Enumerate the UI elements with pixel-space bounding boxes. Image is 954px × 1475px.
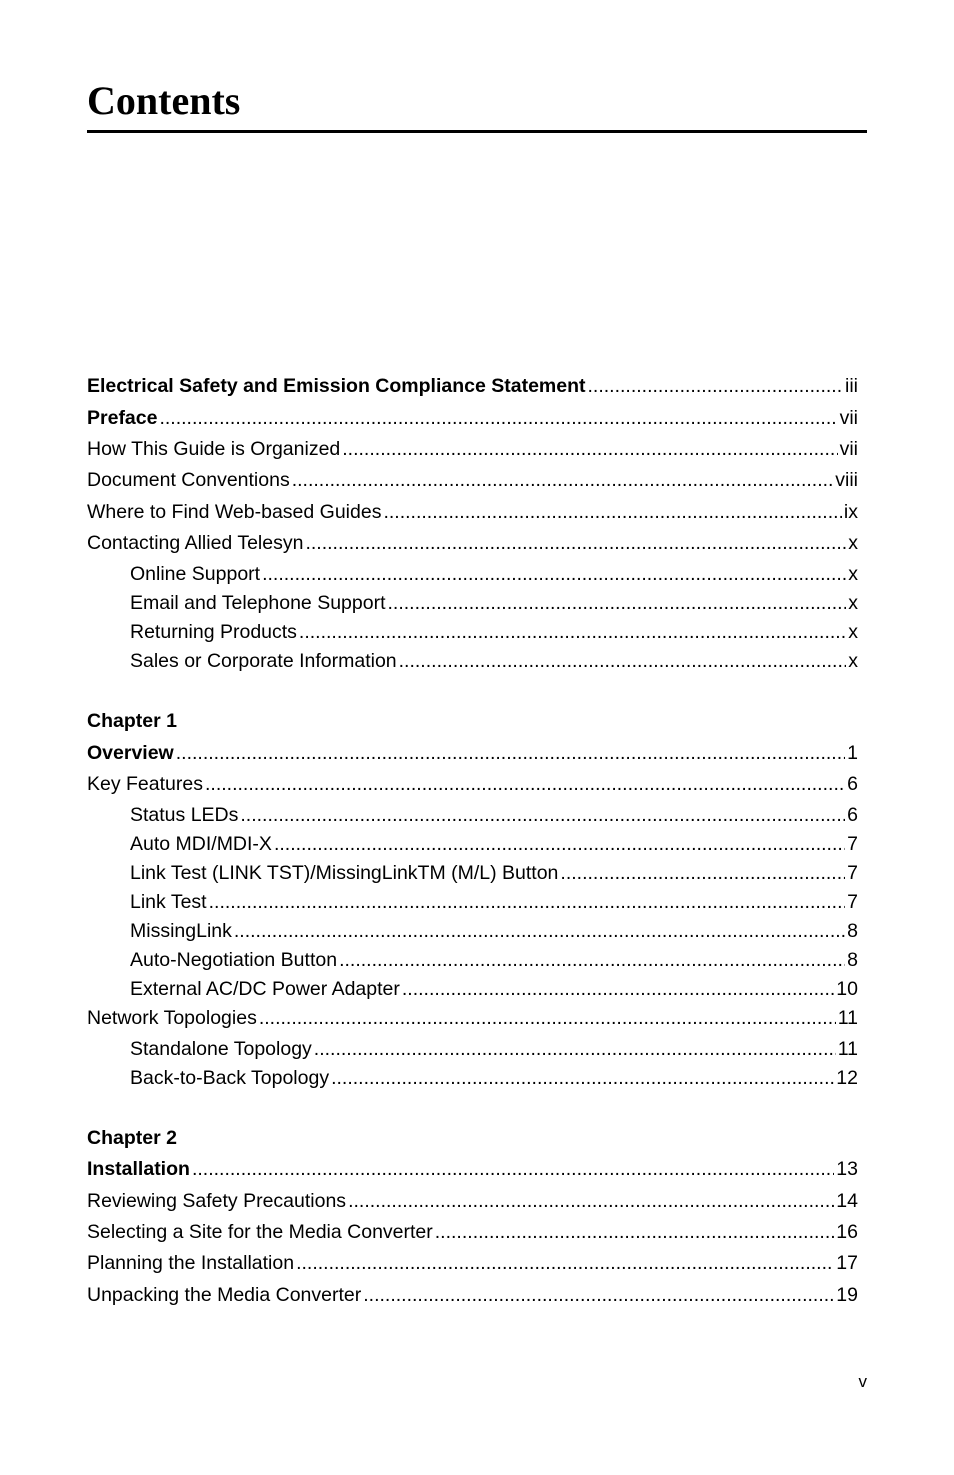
- leader-dots: [262, 562, 846, 586]
- leader-dots: [399, 649, 847, 673]
- toc-entry-page: iii: [845, 375, 858, 397]
- leader-dots: [274, 832, 845, 856]
- toc-entry: [87, 1251, 858, 1275]
- toc-entry-text: How This Guide is Organized: [87, 438, 341, 460]
- toc-subentry: [130, 620, 858, 644]
- toc-entry-page: 1: [847, 742, 858, 764]
- toc-entry-text: Email and Telephone Support: [130, 592, 386, 614]
- leader-dots: [205, 772, 845, 796]
- toc-entry-page: viii: [835, 469, 858, 491]
- toc-subentry: [130, 977, 858, 1001]
- toc-subentry: [130, 861, 858, 885]
- leader-dots: [342, 437, 837, 461]
- leader-dots: [299, 620, 846, 644]
- toc-entry-text: Preface: [87, 407, 158, 429]
- leader-dots: [339, 948, 845, 972]
- leader-dots: [292, 468, 834, 492]
- toc-entry-text: Overview: [87, 742, 174, 764]
- toc-entry-page: x: [848, 532, 858, 554]
- toc-entry-text: Sales or Corporate Information: [130, 650, 397, 672]
- leader-dots: [383, 500, 841, 524]
- toc-entry-text: Returning Products: [130, 621, 297, 643]
- toc-subentry: [130, 562, 858, 586]
- toc-entry-text: Status LEDs: [130, 804, 239, 826]
- leader-dots: [588, 374, 844, 398]
- toc-subentry: [130, 832, 858, 856]
- toc-entry-page: ix: [843, 501, 858, 523]
- toc-entry: [87, 500, 858, 524]
- page-title: Contents: [87, 78, 241, 123]
- toc-entry-text: Back-to-Back Topology: [130, 1067, 330, 1089]
- leader-dots: [305, 531, 846, 555]
- leader-dots: [435, 1220, 835, 1244]
- leader-dots: [296, 1251, 834, 1275]
- toc-entry: [87, 374, 858, 398]
- toc-entry: [87, 1006, 858, 1030]
- toc-entry-page: 6: [847, 804, 858, 826]
- toc-entry-page: x: [848, 621, 858, 643]
- toc-entry-page: x: [848, 563, 858, 585]
- toc-subentry: [130, 649, 858, 673]
- toc-entry-text: Document Conventions: [87, 469, 290, 491]
- toc-subentry: [130, 948, 858, 972]
- toc-entry-text: Electrical Safety and Emission Compliance Statement: [87, 375, 586, 397]
- toc-entry-page: 11: [837, 1007, 858, 1029]
- toc-entry-text: Reviewing Safety Precautions: [87, 1190, 347, 1212]
- leader-dots: [259, 1006, 836, 1030]
- toc-entry-text: Online Support: [130, 563, 261, 585]
- toc-entry-text: Unpacking the Media Converter: [87, 1284, 362, 1306]
- leader-dots: [234, 919, 845, 943]
- page-number: v: [858, 1372, 867, 1391]
- leader-dots: [192, 1157, 834, 1181]
- toc-entry-text: Contacting Allied Telesyn: [87, 532, 304, 554]
- leader-dots: [331, 1066, 834, 1090]
- toc-entry-text: Where to Find Web-based Guides: [87, 501, 382, 523]
- toc-entry: [87, 1220, 858, 1244]
- toc-entry: [87, 406, 858, 430]
- toc-entry-text: Auto MDI/MDI-X: [130, 833, 272, 855]
- toc-entry: [87, 741, 858, 765]
- toc-entry: [87, 772, 858, 796]
- toc-entry-page: 7: [847, 833, 858, 855]
- toc-entry-page: 10: [836, 978, 858, 1000]
- toc-entry: [87, 468, 858, 492]
- toc-entry-page: 11: [837, 1038, 858, 1060]
- toc-entry-text: External AC/DC Power Adapter: [130, 978, 400, 1000]
- toc-entry-page: 6: [847, 773, 858, 795]
- toc-subentry: [130, 803, 858, 827]
- toc-entry-page: 12: [836, 1067, 858, 1089]
- toc-entry-text: Link Test (LINK TST)/MissingLinkTM (M/L) Button: [130, 862, 559, 884]
- toc-entry-text: Standalone Topology: [130, 1038, 312, 1060]
- toc-entry-page: 8: [847, 949, 858, 971]
- toc-subentry: [130, 890, 858, 914]
- leader-dots: [363, 1283, 834, 1307]
- toc-entry-page: 17: [836, 1252, 858, 1274]
- toc-entry-text: Network Topologies: [87, 1007, 257, 1029]
- toc-entry-text: Auto-Negotiation Button: [130, 949, 338, 971]
- toc-entry-page: 13: [836, 1158, 858, 1180]
- toc-entry-text: Key Features: [87, 773, 203, 795]
- toc-entry-page: 7: [847, 891, 858, 913]
- toc-entry-page: 7: [847, 862, 858, 884]
- title-rule: [87, 130, 867, 133]
- toc-entry-page: x: [848, 650, 858, 672]
- leader-dots: [159, 406, 837, 430]
- toc-entry-page: vii: [839, 407, 858, 429]
- toc-entry: [87, 1189, 858, 1213]
- leader-dots: [388, 591, 847, 615]
- toc-entry-text: Installation: [87, 1158, 190, 1180]
- leader-dots: [560, 861, 845, 885]
- toc-entry-page: 19: [836, 1284, 858, 1306]
- toc-subentry: [130, 1037, 858, 1061]
- chapter-heading: Chapter 1: [87, 710, 177, 732]
- toc-entry-text: Link Test: [130, 891, 207, 913]
- toc-entry-page: 8: [847, 920, 858, 942]
- toc-subentry: [130, 1066, 858, 1090]
- toc-entry-text: MissingLink: [130, 920, 232, 942]
- toc-subentry: [130, 919, 858, 943]
- leader-dots: [314, 1037, 836, 1061]
- leader-dots: [402, 977, 834, 1001]
- toc-entry: [87, 531, 858, 555]
- toc-entry: [87, 437, 858, 461]
- toc-entry-text: Planning the Installation: [87, 1252, 295, 1274]
- leader-dots: [240, 803, 845, 827]
- leader-dots: [209, 890, 846, 914]
- chapter-heading: Chapter 2: [87, 1127, 177, 1149]
- toc-entry-text: Selecting a Site for the Media Converter: [87, 1221, 433, 1243]
- toc-entry-page: vii: [839, 438, 858, 460]
- toc-subentry: [130, 591, 858, 615]
- toc-entry-page: 14: [836, 1190, 858, 1212]
- toc-entry: [87, 1157, 858, 1181]
- toc-entry-page: 16: [836, 1221, 858, 1243]
- leader-dots: [176, 741, 845, 765]
- toc-entry: [87, 1283, 858, 1307]
- toc-entry-page: x: [848, 592, 858, 614]
- leader-dots: [348, 1189, 834, 1213]
